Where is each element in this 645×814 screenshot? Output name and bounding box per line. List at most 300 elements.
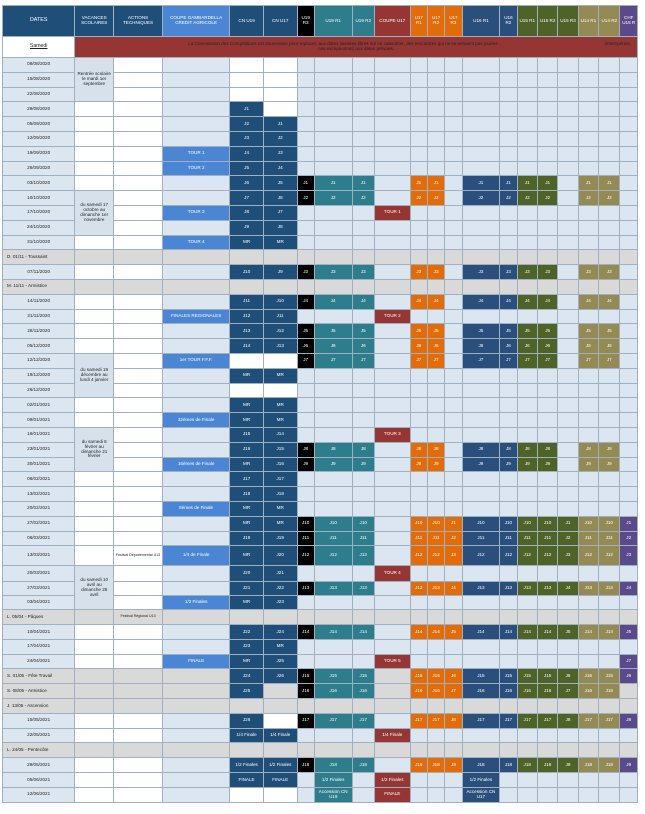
empty-cell — [163, 220, 230, 235]
fixture-cell-cn17: J16 — [263, 457, 297, 472]
empty-cell — [297, 773, 314, 788]
empty-cell — [517, 699, 537, 714]
match-day-row — [3, 713, 638, 728]
empty-cell — [114, 161, 163, 176]
empty-cell — [114, 684, 163, 699]
fixture-cell-u16r2: J6 — [500, 339, 517, 354]
empty-cell — [537, 728, 557, 743]
empty-cell — [558, 131, 578, 146]
empty-cell — [352, 87, 374, 102]
empty-cell — [517, 654, 537, 669]
empty-cell — [558, 117, 578, 132]
empty-cell — [114, 294, 163, 309]
date-cell: 06/02/2021 — [3, 472, 75, 487]
empty-cell — [352, 161, 374, 176]
fixture-cell-u19r3: J11 — [297, 531, 314, 546]
fixture-cell-u15r1: J15 — [517, 669, 537, 684]
empty-cell — [410, 131, 427, 146]
empty-cell — [427, 610, 444, 625]
empty-cell — [427, 773, 444, 788]
match-day-row — [3, 324, 638, 339]
match-day-row — [3, 309, 638, 324]
empty-cell — [500, 566, 517, 582]
fixture-cell-cn17: J17 — [263, 472, 297, 487]
fixture-cell-u16r1: J17 — [462, 713, 500, 728]
empty-cell — [558, 191, 578, 206]
fixture-cell-u19r2: J10 — [352, 516, 374, 531]
fixture-cell-chu: J9 — [620, 758, 638, 773]
empty-cell — [445, 610, 462, 625]
empty-cell — [599, 117, 620, 132]
empty-cell — [578, 413, 598, 428]
empty-cell — [558, 457, 578, 472]
fixture-cell-u19r1: J15 — [314, 669, 352, 684]
empty-cell — [374, 220, 410, 235]
empty-cell — [500, 368, 517, 383]
fixture-cell-u15r1: J14 — [517, 625, 537, 640]
empty-cell — [558, 487, 578, 502]
empty-cell — [114, 58, 163, 73]
fixture-cell-u15r2: J13 — [537, 582, 557, 596]
empty-cell — [114, 117, 163, 132]
fixture-cell-u19r1: J1 — [314, 176, 352, 191]
fixture-cell-cn19: J9 — [230, 220, 264, 235]
empty-cell — [352, 413, 374, 428]
match-day-row — [3, 639, 638, 654]
empty-cell — [599, 58, 620, 73]
empty-cell — [352, 743, 374, 758]
empty-cell — [620, 117, 638, 132]
fixture-cell-u14r2: J5 — [599, 324, 620, 339]
header-u19r1: U19 R1 — [314, 6, 352, 37]
empty-cell — [462, 728, 500, 743]
empty-cell — [558, 654, 578, 669]
fixture-cell-u15r1: J3 — [517, 265, 537, 280]
empty-cell — [537, 787, 557, 802]
empty-cell — [297, 58, 314, 73]
empty-cell — [374, 713, 410, 728]
fixture-cell-u17r1: J3 — [410, 265, 427, 280]
empty-cell — [599, 728, 620, 743]
empty-cell — [620, 728, 638, 743]
empty-cell — [114, 639, 163, 654]
fixture-cell-u14r1: J8 — [578, 442, 598, 457]
fixture-cell-u17r1: J14 — [410, 625, 427, 640]
empty-cell — [500, 309, 517, 324]
fixture-cell-u17r2: J14 — [427, 625, 444, 640]
fixture-cell-u16r1: J12 — [462, 546, 500, 566]
empty-cell — [462, 654, 500, 669]
date-cell: 22/08/2020 — [3, 87, 75, 102]
date-cell: J. 13/05 - Ascension — [3, 699, 75, 714]
fixture-cell-u15r1: J9 — [517, 457, 537, 472]
empty-cell — [374, 684, 410, 699]
empty-cell — [314, 654, 352, 669]
fixture-cell-u14r2: J14 — [599, 625, 620, 640]
empty-cell — [114, 743, 163, 758]
empty-cell — [352, 472, 374, 487]
empty-cell — [75, 102, 114, 117]
empty-cell — [558, 205, 578, 220]
fixture-cell-u14r2: J18 — [599, 758, 620, 773]
empty-cell — [114, 457, 163, 472]
empty-cell — [599, 501, 620, 516]
empty-cell — [263, 87, 297, 102]
fixture-cell-cn17: MR — [263, 501, 297, 516]
fixture-cell-u15r2: J11 — [537, 531, 557, 546]
empty-cell — [114, 442, 163, 457]
empty-cell — [578, 58, 598, 73]
empty-cell — [374, 176, 410, 191]
fixture-cell-cn19: 1/2 Finales — [230, 758, 264, 773]
empty-cell — [263, 250, 297, 265]
empty-cell — [537, 102, 557, 117]
empty-cell — [620, 176, 638, 191]
fixture-cell-u19r2: J14 — [352, 625, 374, 640]
fixture-cell-u19r1: J3 — [314, 265, 352, 280]
date-cell: 07/11/2020 — [3, 265, 75, 280]
fixture-cell-cn19: 1/4 Finale — [230, 728, 264, 743]
empty-cell — [114, 191, 163, 206]
empty-cell — [297, 566, 314, 582]
fixture-cell-u19r1: J8 — [314, 442, 352, 457]
empty-cell — [620, 146, 638, 161]
fixture-cell-u14r1: J17 — [578, 713, 598, 728]
fixture-cell-u16r1: J7 — [462, 353, 500, 368]
date-cell: 17/10/2020 — [3, 205, 75, 220]
empty-cell — [620, 699, 638, 714]
empty-cell — [374, 457, 410, 472]
empty-cell — [263, 743, 297, 758]
empty-cell — [230, 58, 264, 73]
fixture-cell-u14r2: J2 — [599, 191, 620, 206]
fixture-cell-cn19: J3 — [230, 131, 264, 146]
fixture-cell-u19r1: J14 — [314, 625, 352, 640]
empty-cell — [537, 250, 557, 265]
fixture-cell-u17r3: J3 — [445, 546, 462, 566]
empty-cell — [297, 250, 314, 265]
empty-cell — [163, 87, 230, 102]
fixture-cell-u19r2: J12 — [352, 546, 374, 566]
fixture-cell-u15r2: J18 — [537, 758, 557, 773]
empty-cell — [114, 728, 163, 743]
fixture-cell-u15r3: J6 — [558, 669, 578, 684]
empty-cell — [500, 427, 517, 442]
empty-cell — [537, 220, 557, 235]
fixture-cell-coupe: 8èmes de Finale — [163, 501, 230, 516]
empty-cell — [500, 610, 517, 625]
fixture-cell-cn17: J19 — [263, 531, 297, 546]
empty-cell — [314, 205, 352, 220]
fixture-cell-cn19: MR — [230, 235, 264, 250]
empty-cell — [75, 639, 114, 654]
fixture-cell-u15r1: J1 — [517, 176, 537, 191]
fixture-cell-u14r1: J15 — [578, 669, 598, 684]
match-day-row — [3, 531, 638, 546]
header-u19r2: U19 R2 — [352, 6, 374, 37]
empty-cell — [558, 413, 578, 428]
empty-cell — [75, 161, 114, 176]
note-text: La Commission des Compétitions est souveraine pour replacer, aux dates laissées libres sur ce calendrier, des rencontres qui ne se seraient pas jouées — [188, 41, 498, 47]
empty-cell — [500, 131, 517, 146]
empty-cell — [410, 787, 427, 802]
empty-cell — [462, 102, 500, 117]
empty-cell — [578, 728, 598, 743]
empty-cell — [599, 427, 620, 442]
empty-cell — [462, 220, 500, 235]
empty-cell — [558, 427, 578, 442]
empty-cell — [558, 58, 578, 73]
fixture-cell-cn17: J9 — [263, 265, 297, 280]
empty-cell — [578, 309, 598, 324]
fixture-cell-u15r1: J2 — [517, 191, 537, 206]
fixture-cell-cn17: J2 — [263, 131, 297, 146]
empty-cell — [537, 501, 557, 516]
empty-cell — [75, 309, 114, 324]
empty-cell — [297, 787, 314, 802]
empty-cell — [537, 58, 557, 73]
school-holiday-cell: du samedi 10 avril au dimanche 25 avril — [75, 566, 114, 610]
empty-cell — [410, 566, 427, 582]
empty-cell — [297, 383, 314, 398]
empty-cell — [620, 161, 638, 176]
fixture-cell-u17r1: J13 — [410, 582, 427, 596]
empty-cell — [75, 531, 114, 546]
empty-cell — [445, 699, 462, 714]
fixture-cell-u14r1: J10 — [578, 516, 598, 531]
empty-cell — [620, 250, 638, 265]
empty-cell — [314, 368, 352, 383]
date-cell: 12/06/2021 — [3, 787, 75, 802]
empty-cell — [230, 383, 264, 398]
technical-action-cell: Festival Départemental U13 — [114, 546, 163, 566]
empty-cell — [230, 699, 264, 714]
empty-cell — [75, 176, 114, 191]
date-cell: 17/04/2021 — [3, 639, 75, 654]
empty-cell — [374, 639, 410, 654]
empty-cell — [500, 787, 517, 802]
empty-cell — [558, 220, 578, 235]
empty-cell — [75, 546, 114, 566]
empty-cell — [517, 427, 537, 442]
fixture-cell-cn17: 1/4 Finale — [263, 728, 297, 743]
date-cell: 12/09/2020 — [3, 131, 75, 146]
school-holiday-cell: du samedi 6 février au dimanche 21 février — [75, 427, 114, 471]
empty-cell — [427, 131, 444, 146]
empty-cell — [114, 472, 163, 487]
fixture-cell-u16r1: J4 — [462, 294, 500, 309]
date-cell: 10/04/2021 — [3, 625, 75, 640]
school-holiday-cell: du samedi 19 décembre au lundi 4 janvier — [75, 353, 114, 397]
empty-cell — [558, 743, 578, 758]
empty-cell — [462, 250, 500, 265]
header-cn19: CN U19 — [230, 6, 264, 37]
fixture-cell-u14r2: J9 — [599, 457, 620, 472]
empty-cell — [620, 87, 638, 102]
fixture-cell-u16r2: J8 — [500, 442, 517, 457]
fixture-cell-u17r1: J2 — [410, 191, 427, 206]
empty-cell — [410, 427, 427, 442]
empty-cell — [297, 235, 314, 250]
fixture-cell-u15r2: J14 — [537, 625, 557, 640]
empty-cell — [427, 472, 444, 487]
empty-cell — [537, 131, 557, 146]
fixture-cell-u15r1: J7 — [517, 353, 537, 368]
fixture-cell-u15r2: J12 — [537, 546, 557, 566]
fixture-cell-u19r1: J7 — [314, 353, 352, 368]
empty-cell — [374, 596, 410, 610]
fixture-cell-u17r1: J9 — [410, 457, 427, 472]
special-day-row — [3, 669, 638, 684]
date-cell: 05/12/2020 — [3, 339, 75, 354]
fixture-cell-u15r3: J2 — [558, 531, 578, 546]
empty-cell — [558, 787, 578, 802]
empty-cell — [75, 669, 114, 684]
empty-cell — [558, 566, 578, 582]
match-day-row — [3, 472, 638, 487]
empty-cell — [427, 368, 444, 383]
fixture-cell-coupe: TOUR 4 — [163, 235, 230, 250]
empty-cell — [427, 743, 444, 758]
date-cell: 29/08/2020 — [3, 102, 75, 117]
empty-cell — [314, 639, 352, 654]
empty-cell — [427, 699, 444, 714]
empty-cell — [163, 176, 230, 191]
empty-cell — [462, 566, 500, 582]
empty-cell — [500, 250, 517, 265]
commission-note — [75, 37, 638, 58]
empty-cell — [314, 250, 352, 265]
fixture-cell-cn19: J11 — [230, 294, 264, 309]
empty-cell — [75, 265, 114, 280]
empty-cell — [578, 383, 598, 398]
fixture-cell-cn19: J22 — [230, 625, 264, 640]
fixture-cell-cn19: J10 — [230, 265, 264, 280]
empty-cell — [163, 639, 230, 654]
empty-cell — [537, 279, 557, 294]
empty-cell — [410, 472, 427, 487]
empty-cell — [537, 72, 557, 87]
header-dates: DATES — [3, 6, 75, 37]
date-cell: 23/01/2021 — [3, 442, 75, 457]
empty-cell — [427, 58, 444, 73]
fixture-cell-u17r1: J15 — [410, 669, 427, 684]
empty-cell — [517, 117, 537, 132]
fixture-cell-u19r2: J7 — [352, 353, 374, 368]
empty-cell — [374, 413, 410, 428]
fixture-cell-u17r3: J7 — [445, 684, 462, 699]
header-u15r1: U15 R1 — [517, 6, 537, 37]
empty-cell — [445, 161, 462, 176]
fixture-cell-u16r2: J13 — [500, 582, 517, 596]
empty-cell — [374, 383, 410, 398]
fixture-cell-u15r3: J1 — [558, 516, 578, 531]
empty-cell — [517, 309, 537, 324]
empty-cell — [445, 566, 462, 582]
empty-cell — [352, 427, 374, 442]
empty-cell — [500, 383, 517, 398]
fixture-cell-cn17: J8 — [263, 220, 297, 235]
empty-cell — [620, 787, 638, 802]
empty-cell — [599, 220, 620, 235]
fixture-cell-u14r2: J10 — [599, 516, 620, 531]
empty-cell — [558, 501, 578, 516]
fixture-cell-u19r1: J12 — [314, 546, 352, 566]
fixture-cell-u15r1: J4 — [517, 294, 537, 309]
empty-cell — [599, 596, 620, 610]
empty-cell — [114, 102, 163, 117]
fixture-cell-cn19: MR — [230, 398, 264, 413]
empty-cell — [558, 309, 578, 324]
fixture-cell-chu: J1 — [620, 516, 638, 531]
fixture-cell-u14r1: J7 — [578, 353, 598, 368]
empty-cell — [427, 72, 444, 87]
match-day-row — [3, 413, 638, 428]
empty-cell — [374, 146, 410, 161]
empty-cell — [314, 596, 352, 610]
fixture-cell-u17r1: J1 — [410, 176, 427, 191]
fixture-cell-u15r1: J10 — [517, 516, 537, 531]
empty-cell — [163, 265, 230, 280]
fixture-cell-u15r1: J17 — [517, 713, 537, 728]
empty-cell — [427, 102, 444, 117]
fixture-cell-cn19: J5 — [230, 161, 264, 176]
empty-cell — [163, 442, 230, 457]
fixture-cell-cn17: J7 — [263, 205, 297, 220]
empty-cell — [578, 566, 598, 582]
empty-cell — [558, 610, 578, 625]
empty-cell — [374, 442, 410, 457]
empty-cell — [75, 117, 114, 132]
empty-cell — [558, 250, 578, 265]
empty-cell — [75, 654, 114, 669]
empty-cell — [263, 58, 297, 73]
match-day-row — [3, 787, 638, 802]
fixture-cell-u16r1: J6 — [462, 339, 500, 354]
empty-cell — [163, 699, 230, 714]
fixture-cell-cn17: J5 — [263, 176, 297, 191]
fixture-cell-coupe: 1er TOUR F.F.F. — [163, 353, 230, 368]
empty-cell — [75, 279, 114, 294]
fixture-cell-u17r3: J5 — [445, 625, 462, 640]
special-day-row — [3, 279, 638, 294]
empty-cell — [263, 699, 297, 714]
empty-cell — [558, 324, 578, 339]
empty-cell — [75, 413, 114, 428]
fixture-cell-u19r1: J2 — [314, 191, 352, 206]
empty-cell — [114, 279, 163, 294]
empty-cell — [410, 413, 427, 428]
fixture-cell-cn19: MR — [230, 654, 264, 669]
empty-cell — [75, 713, 114, 728]
empty-cell — [230, 87, 264, 102]
empty-cell — [500, 773, 517, 788]
empty-cell — [427, 309, 444, 324]
fixture-cell-cn17: J10 — [263, 294, 297, 309]
empty-cell — [410, 501, 427, 516]
fixture-cell-u14r2: J7 — [599, 353, 620, 368]
empty-cell — [75, 787, 114, 802]
empty-cell — [297, 161, 314, 176]
empty-cell — [163, 625, 230, 640]
fixture-cell-cn19: J4 — [230, 146, 264, 161]
empty-cell — [163, 250, 230, 265]
empty-cell — [114, 72, 163, 87]
empty-cell — [75, 516, 114, 531]
empty-cell — [163, 368, 230, 383]
fixture-cell-u16r1: J13 — [462, 582, 500, 596]
fixture-cell-cn19: J16 — [230, 442, 264, 457]
